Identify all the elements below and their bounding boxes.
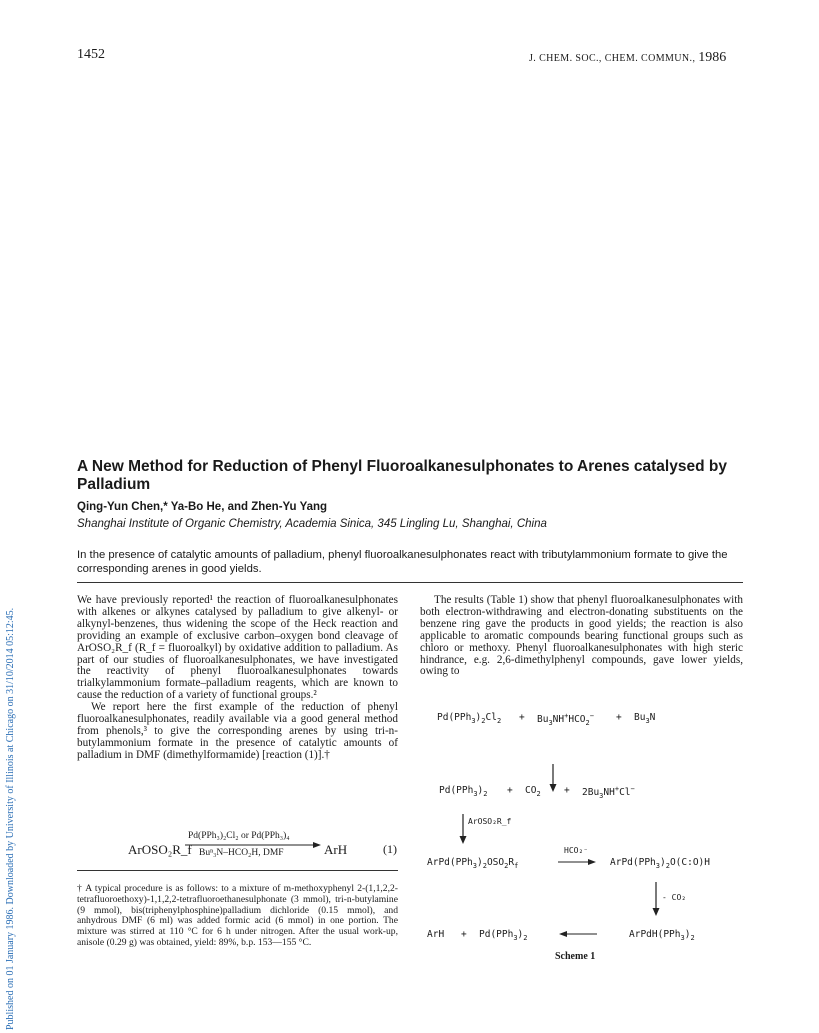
scheme-arrow3-label: - CO₂ [662, 893, 687, 902]
scheme-row1-right: $Bu_3N$ [634, 712, 656, 725]
equation-product: ArH [324, 842, 348, 857]
scheme-row4-right: $ArPdH(PPh_3)_2$ [629, 929, 695, 942]
scheme-arrow-right [558, 859, 596, 865]
scheme-row1-left: $Pd(PPh_3)_2Cl_2$ [437, 712, 502, 725]
left-column [77, 595, 398, 762]
scheme-row4-mid: $Pd(PPh_3)_2$ [479, 929, 528, 942]
scheme-arrow-down-1 [549, 764, 557, 792]
scheme-row2-plus2: + [564, 785, 570, 796]
footnote-divider [77, 870, 398, 871]
equation-conditions-top: Pd(PPh₃)₂Cl₂ or Pd(PPh₃)₄ [188, 831, 290, 841]
article-abstract: In the presence of catalytic amounts of palladium, phenyl fluoroalkanesulphonates react with tributylammonium formate to give the corresponding arenes in good yields. [77, 549, 728, 575]
article-authors: Qing-Yun Chen,* Ya-Bo He, and Zhen-Yu Yang [77, 501, 328, 513]
download-watermark[interactable]: Published on 01 January 1986. Downloaded by University of Illinois at Chicago on 31/10/2014 05:12:45. [5, 607, 16, 1030]
scheme-row2-left: $Pd(PPh_3)_2$ [439, 785, 488, 798]
footnote: † A typical procedure is as follows: to a mixture of m-methoxyphenyl 2-(1,1,2,2-tetrafluoroethoxy)-1,1,2,2-tetrafluoroethanesulphonate (3 mmol), tri-n-butylamine (9 mmol), bis(triphenylphosphine)palladium dichloride (0.15 mmol), and anhydrous DMF (6 ml) was added formic acid (6 mmol) in one portion. The mixture was stirred at 110 °C for 6 h under nitrogen. After the usual work-up, anisole (0.29 g) was obtained, yield: 89%, b.p. 153—155 °C. [77, 883, 398, 948]
scheme-row3-left: $ArPd(PPh_3)_2OSO_2R_f$ [427, 857, 519, 870]
scheme-row4-plus: + [461, 929, 467, 940]
body-paragraph-3: The results (Table 1) show that phenyl fluoroalkanesulphonates with both electron-withdrawing and electron-donating substituents on the benzene ring gave the products in good yields; the reaction is also applicable to aromatic compounds bearing functional groups such as chloro or methoxy. Phenyl fluoroalkanesulphonates with high steric hindrance, e.g. 2,6-dimethylphenyl compounds, gave lower yields, owing to [420, 594, 743, 678]
scheme-row3-right: $ArPd(PPh_3)_2O(C:O)H$ [610, 857, 710, 870]
scheme-row1-plus: + [519, 712, 525, 723]
scheme-arrow-down-2 [459, 814, 467, 844]
scheme-row2-right: $2Bu_3NH^+Cl^-$ [582, 785, 635, 801]
scheme-arrow-down-3 [652, 882, 660, 916]
equation-reactant: ArOSO₂R_f [128, 842, 192, 857]
scheme-caption: Scheme 1 [555, 951, 596, 962]
equation-number: (1) [383, 842, 397, 856]
body-paragraph-2: We report here the first example of the reduction of phenyl fluoroalkanesulphonates, readily available via a good general method from phenols,³ to give the corresponding arenes by using tri-n-butylammonium formate in the presence of catalytic amounts of palladium in DMF (dimethylformamide) [reaction (1)].† [77, 701, 398, 761]
scheme-row2-plus: + [507, 785, 513, 796]
journal-year: 1986 [698, 50, 727, 65]
abstract-divider [77, 582, 743, 583]
scheme-arrow2-label: HCO₂⁻ [564, 846, 589, 855]
body-paragraph-1: We have previously reported¹ the reaction of fluoroalkanesulphonates with alkenes or alkynes catalysed by palladium to give alkenyl- or alkynyl-benzenes, thus widening the scope of the Heck reaction and providing an example of exclusive carbon–oxygen bond cleavage of ArOSO₂R_f (R_f = fluoroalkyl) by oxidative addition to palladium. As part of our studies of fluoroalkanesulphonates, we have investigated the reactivity of phenyl fluoroalkanesulphonates towards trialkylammonium formate–palladium reagents, which are known to cause the reduction of a variety of functional groups.² [77, 594, 398, 702]
right-column [420, 595, 743, 678]
scheme-row2-mid: $CO_2$ [525, 785, 541, 798]
scheme-row1-mid: $Bu_3NH^+HCO_2^-$ [537, 712, 594, 728]
scheme-arrow-left [559, 931, 597, 937]
equation-conditions-bottom: Buⁿ₃N–HCO₂H, DMF [199, 848, 284, 858]
scheme-row1-plus2: + [616, 712, 622, 723]
article-title: A New Method for Reduction of Phenyl Fluoroalkanesulphonates to Arenes catalysed by Palladium [77, 458, 727, 493]
scheme-row4-left: ArH [427, 929, 445, 940]
article-affiliation: Shanghai Institute of Organic Chemistry, Academia Sinica, 345 Lingling Lu, Shanghai, China [77, 518, 547, 530]
scheme-arrow1-label: ArOSO₂R_f [468, 817, 512, 826]
journal-name: J. CHEM. SOC., CHEM. COMMUN., [529, 53, 696, 64]
page-number: 1452 [77, 47, 105, 62]
running-head [529, 50, 726, 66]
